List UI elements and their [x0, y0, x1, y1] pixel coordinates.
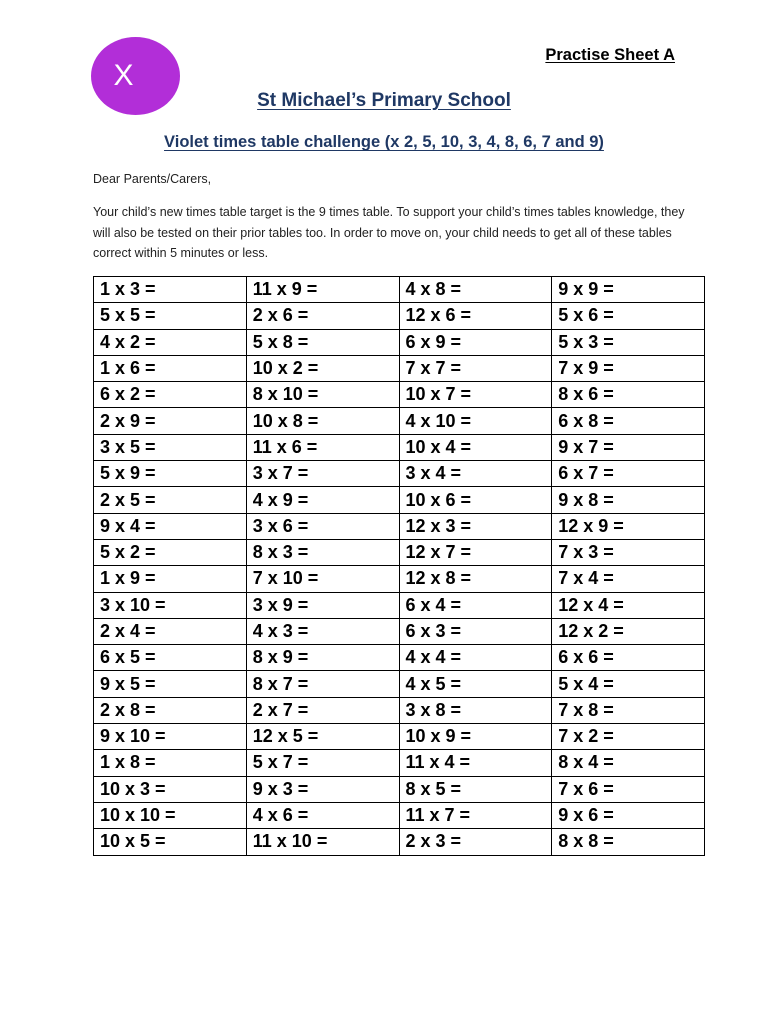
question-cell: 6 x 5 =	[94, 645, 247, 671]
table-row	[94, 618, 705, 644]
question-cell: 7 x 8 =	[552, 697, 705, 723]
question-cell: 2 x 9 =	[94, 408, 247, 434]
question-cell: 12 x 9 =	[552, 513, 705, 539]
question-cell: 12 x 5 =	[246, 724, 399, 750]
question-cell: 3 x 7 =	[246, 461, 399, 487]
question-cell: 12 x 2 =	[552, 618, 705, 644]
question-cell: 2 x 3 =	[399, 829, 552, 855]
question-cell: 3 x 5 =	[94, 434, 247, 460]
question-cell: 8 x 7 =	[246, 671, 399, 697]
table-row	[94, 277, 705, 303]
table-row	[94, 513, 705, 539]
table-row	[94, 697, 705, 723]
question-cell: 8 x 4 =	[552, 750, 705, 776]
question-cell: 3 x 4 =	[399, 461, 552, 487]
table-row	[94, 434, 705, 460]
letter-salutation: Dear Parents/Carers,	[93, 172, 212, 186]
question-cell: 3 x 9 =	[246, 592, 399, 618]
question-cell: 10 x 3 =	[94, 776, 247, 802]
question-cell: 5 x 7 =	[246, 750, 399, 776]
question-cell: 5 x 9 =	[94, 461, 247, 487]
question-cell: 6 x 4 =	[399, 592, 552, 618]
question-cell: 5 x 8 =	[246, 329, 399, 355]
question-cell: 11 x 10 =	[246, 829, 399, 855]
question-cell: 5 x 2 =	[94, 539, 247, 565]
question-cell: 9 x 3 =	[246, 776, 399, 802]
question-cell: 12 x 6 =	[399, 303, 552, 329]
question-cell: 7 x 9 =	[552, 355, 705, 381]
question-cell: 3 x 8 =	[399, 697, 552, 723]
question-cell: 7 x 2 =	[552, 724, 705, 750]
question-cell: 1 x 9 =	[94, 566, 247, 592]
question-cell: 2 x 4 =	[94, 618, 247, 644]
question-cell: 11 x 4 =	[399, 750, 552, 776]
question-cell: 8 x 3 =	[246, 539, 399, 565]
question-cell: 8 x 6 =	[552, 382, 705, 408]
question-cell: 9 x 8 =	[552, 487, 705, 513]
question-cell: 1 x 3 =	[94, 277, 247, 303]
question-cell: 4 x 4 =	[399, 645, 552, 671]
challenge-title: Violet times table challenge (x 2, 5, 10, 3, 4, 8, 6, 7 and 9)	[164, 133, 604, 151]
question-cell: 9 x 6 =	[552, 802, 705, 828]
question-cell: 3 x 10 =	[94, 592, 247, 618]
question-cell: 11 x 9 =	[246, 277, 399, 303]
question-cell: 6 x 9 =	[399, 329, 552, 355]
question-cell: 6 x 6 =	[552, 645, 705, 671]
question-cell: 8 x 5 =	[399, 776, 552, 802]
table-row	[94, 329, 705, 355]
question-cell: 10 x 10 =	[94, 802, 247, 828]
question-cell: 11 x 6 =	[246, 434, 399, 460]
table-row	[94, 539, 705, 565]
question-cell: 5 x 4 =	[552, 671, 705, 697]
question-cell: 11 x 7 =	[399, 802, 552, 828]
question-cell: 6 x 7 =	[552, 461, 705, 487]
table-row	[94, 303, 705, 329]
table-row	[94, 645, 705, 671]
table-row	[94, 776, 705, 802]
question-cell: 9 x 7 =	[552, 434, 705, 460]
table-row	[94, 750, 705, 776]
question-cell: 7 x 10 =	[246, 566, 399, 592]
times-table-grid	[93, 276, 705, 856]
question-cell: 4 x 3 =	[246, 618, 399, 644]
question-cell: 3 x 6 =	[246, 513, 399, 539]
table-row	[94, 592, 705, 618]
question-cell: 7 x 4 =	[552, 566, 705, 592]
question-cell: 2 x 5 =	[94, 487, 247, 513]
question-cell: 6 x 3 =	[399, 618, 552, 644]
question-cell: 7 x 7 =	[399, 355, 552, 381]
table-row	[94, 802, 705, 828]
question-cell: 4 x 9 =	[246, 487, 399, 513]
question-cell: 4 x 5 =	[399, 671, 552, 697]
table-row	[94, 355, 705, 381]
question-cell: 4 x 10 =	[399, 408, 552, 434]
question-cell: 6 x 2 =	[94, 382, 247, 408]
question-cell: 5 x 6 =	[552, 303, 705, 329]
question-cell: 4 x 8 =	[399, 277, 552, 303]
letter-body: Your child’s new times table target is the 9 times table. To support your child’s times tables knowledge, they will also be tested on their prior tables too. In order to move on, your child needs to get all of these tables correct within 5 minutes or less.	[93, 205, 685, 260]
table-row	[94, 566, 705, 592]
badge-letter: X	[113, 59, 134, 92]
question-cell: 12 x 3 =	[399, 513, 552, 539]
table-row	[94, 382, 705, 408]
question-cell: 8 x 10 =	[246, 382, 399, 408]
question-cell: 7 x 6 =	[552, 776, 705, 802]
question-cell: 12 x 7 =	[399, 539, 552, 565]
sheet-label: Practise Sheet A	[545, 46, 675, 64]
table-row	[94, 829, 705, 855]
question-cell: 1 x 8 =	[94, 750, 247, 776]
question-cell: 12 x 4 =	[552, 592, 705, 618]
question-cell: 2 x 7 =	[246, 697, 399, 723]
table-row	[94, 487, 705, 513]
question-cell: 7 x 3 =	[552, 539, 705, 565]
question-cell: 10 x 2 =	[246, 355, 399, 381]
table-row	[94, 671, 705, 697]
school-name: St Michael’s Primary School	[257, 90, 511, 111]
question-cell: 8 x 8 =	[552, 829, 705, 855]
question-cell: 1 x 6 =	[94, 355, 247, 381]
question-cell: 8 x 9 =	[246, 645, 399, 671]
question-cell: 10 x 9 =	[399, 724, 552, 750]
question-cell: 10 x 7 =	[399, 382, 552, 408]
question-cell: 12 x 8 =	[399, 566, 552, 592]
question-cell: 4 x 2 =	[94, 329, 247, 355]
question-cell: 5 x 3 =	[552, 329, 705, 355]
question-cell: 4 x 6 =	[246, 802, 399, 828]
question-cell: 9 x 9 =	[552, 277, 705, 303]
question-cell: 2 x 6 =	[246, 303, 399, 329]
question-cell: 10 x 8 =	[246, 408, 399, 434]
question-cell: 10 x 6 =	[399, 487, 552, 513]
question-cell: 9 x 4 =	[94, 513, 247, 539]
question-cell: 9 x 10 =	[94, 724, 247, 750]
question-cell: 10 x 4 =	[399, 434, 552, 460]
question-cell: 6 x 8 =	[552, 408, 705, 434]
table-row	[94, 408, 705, 434]
question-cell: 10 x 5 =	[94, 829, 247, 855]
question-cell: 2 x 8 =	[94, 697, 247, 723]
question-cell: 5 x 5 =	[94, 303, 247, 329]
times-table-body	[94, 277, 705, 856]
table-row	[94, 724, 705, 750]
question-cell: 9 x 5 =	[94, 671, 247, 697]
table-row	[94, 461, 705, 487]
